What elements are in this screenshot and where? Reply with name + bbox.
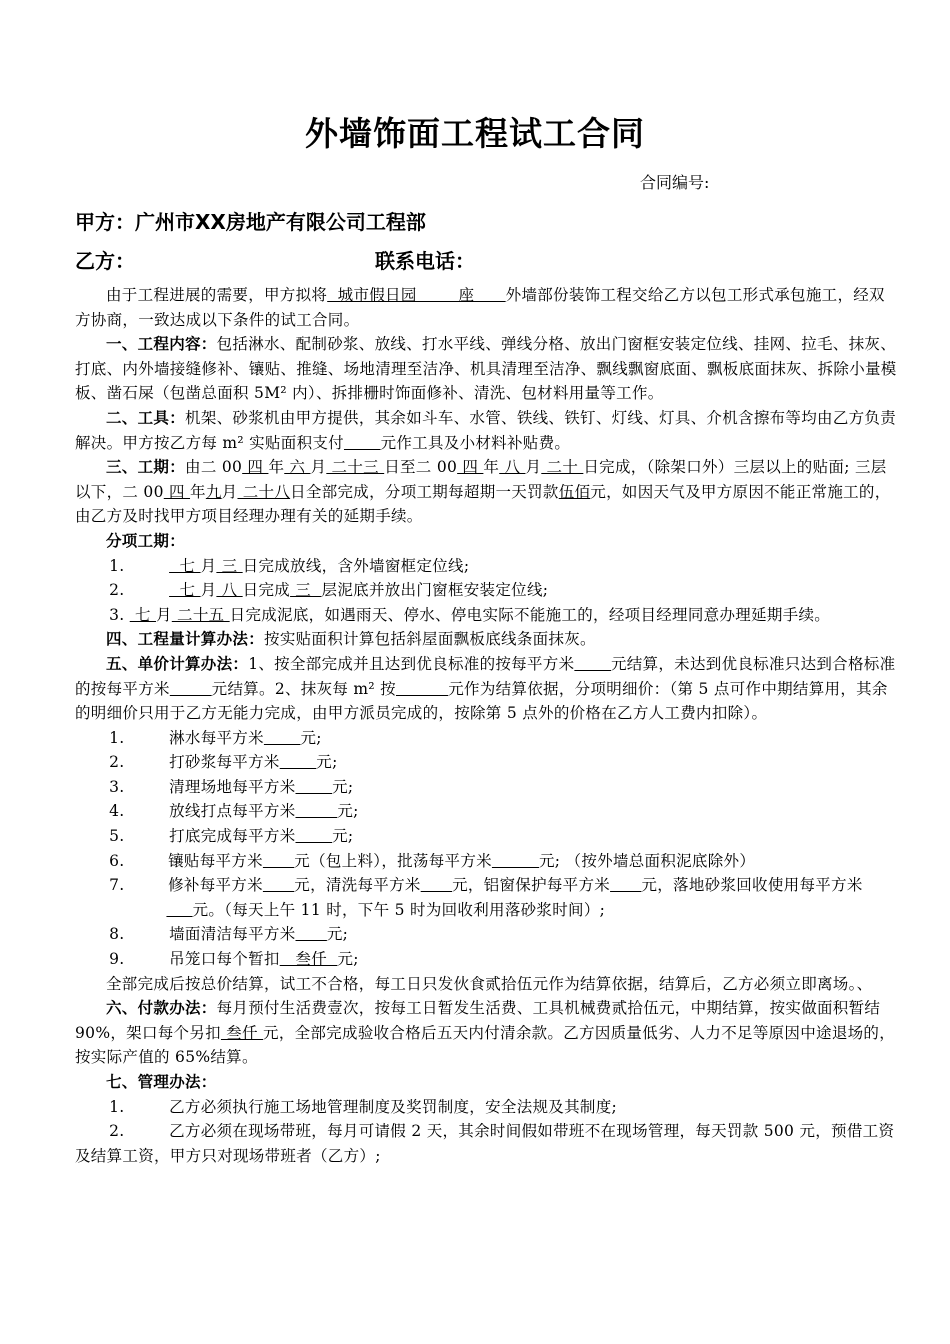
contact-phone-label: 联系电话： <box>375 249 475 273</box>
price-item: 2. 打砂浆每平方米 元; <box>109 753 338 772</box>
document-title: 外墙饰面工程试工合同 <box>305 114 645 153</box>
section-5: 五、单价计算办法：1、按全部完成并且达到优良标准的按每平方米 元结算，未达到优良标准只达到合格标准的按每平方米 元结算。2、抹灰每 m² 按 元作为结算依据，分项明细价：（第 5 点可作中期结算用，其余的明细价只用于乙方无能力完成，由甲方派员完成的，按除第 5 点外的价格在乙方人工费内扣除）。 <box>75 654 896 723</box>
price-item: 4. 放线打点每平方米 元; <box>109 802 359 821</box>
section-1-heading: 一、工程内容： <box>106 335 217 354</box>
section-2: 二、工具：机架、砂浆机由甲方提供，其余如斗车、水管、铁线、铁钉、灯线、灯具、介机含擦布等均由乙方负责解决。甲方按乙方每 m² 实贴面积支付 元作工具及小材料补贴费。 <box>75 408 897 452</box>
price-item: 1. 淋水每平方米 元; <box>109 728 322 747</box>
sub-schedule-item: 2. 七 月 八 日完成 三 层泥底并放出门窗框安装定位线; <box>109 581 549 600</box>
contract-number-label: 合同编号: <box>640 173 710 192</box>
section-1: 一、工程内容：包括淋水、配制砂浆、放线、打水平线、弹线分格、放出门窗框安装定位线、挂网、拉毛、抹灰、打底、内外墙接缝修补、镶贴、推缝、场地清理至洁净、机具清理至洁净、飘线飘窗底面、飘板底面抹灰、拆除小量模板、凿石屎（包凿总面积 5M² 内）、拆排栅时饰面修补、清洗、包材料用量等工作。 <box>75 335 897 403</box>
sub-schedule-item: 3. 七 月 二十五 日完成泥底，如遇雨天、停水、停电实际不能施工的，经项目经理同意办理延期手续。 <box>109 605 831 624</box>
sub-schedule-item: 1. 七 月 三 日完成放线，含外墙窗框定位线; <box>109 556 470 575</box>
section-7-heading: 七、管理办法： <box>106 1073 217 1091</box>
contract-body <box>75 283 897 1168</box>
price-item: 7. 修补每平方米 元，清洗每平方米 元，铝窗保护每平方米 元，落地砂浆回收使用每平方米 元。（每天上午 11 时，下午 5 时为回收利用落砂浆时间）; <box>109 876 863 919</box>
section-6-heading: 六、付款办法： <box>106 999 217 1018</box>
section-4: 四、工程量计算办法：按实贴面积计算包括斜屋面飘板底线条面抹灰。 <box>106 630 596 649</box>
section-6: 六、付款办法：每月预付生活费壹次，按每工日暂发生活费、工具机械费贰拾伍元，中期结算，按实做面积暂结 90%，架口每个另扣 叁仟 元，全部完成验收合格后五天内付清余款。乙方因质量低劣、人力不足等原因中途退场的，按实际产值的 65%结算。 <box>75 999 896 1067</box>
management-item: 2. 乙方必须在现场带班，每月可请假 2 天，其余时间假如带班不在现场管理，每天罚款 500 元，预借工资及结算工资，甲方只对现场带班者（乙方）; <box>75 1122 895 1165</box>
price-item: 5. 打底完成每平方米 元; <box>109 827 354 846</box>
intro-paragraph: 由于工程进展的需要，甲方拟将 城市假日园 座 外墙部份装饰工程交给乙方以包工形式承包施工，经双方协商，一致达成以下条件的试工合同。 <box>75 286 885 329</box>
management-item: 1. 乙方必须执行施工场地管理制度及奖罚制度，安全法规及其制度; <box>109 1097 618 1116</box>
price-item: 9. 吊笼口每个暂扣 叁仟 元; <box>109 950 359 969</box>
party-b <box>75 245 475 274</box>
party-b-label: 乙方： <box>75 249 135 273</box>
section-4-heading: 四、工程量计算办法： <box>106 630 265 649</box>
section-2-heading: 二、工具： <box>106 408 186 427</box>
section-3: 三、工期：由二 00 四 年 六 月 二十三 日至二 00 四 年 八 月 二十 日完成，（除架口外）三层以上的贴面; 三层以下，二 00 四 年九月 二十八日全部完成，分项工期每超期一天罚款伍佰元，如因天气及甲方原因不能正常施工的，由乙方及时找甲方项目经理办理有关的延期手续。 <box>75 458 891 526</box>
party-a: 甲方：广州市XX房地产有限公司工程部 <box>75 210 426 234</box>
price-item: 8. 墙面清洁每平方米 元; <box>109 925 349 944</box>
settlement-paragraph: 全部完成后按总价结算，试工不合格，每工日只发伙食贰拾伍元作为结算依据，结算后，乙方必须立即离场。、 <box>106 974 873 993</box>
sub-schedule-heading: 分项工期： <box>106 531 186 550</box>
price-item: 3. 清理场地每平方米 元; <box>109 777 354 796</box>
price-item: 6. 镶贴每平方米 元（包上料），批荡每平方米 元; （按外墙总面积泥底除外） <box>109 851 756 870</box>
section-5-heading: 五、单价计算办法： <box>106 654 249 673</box>
section-3-heading: 三、工期： <box>106 458 186 477</box>
